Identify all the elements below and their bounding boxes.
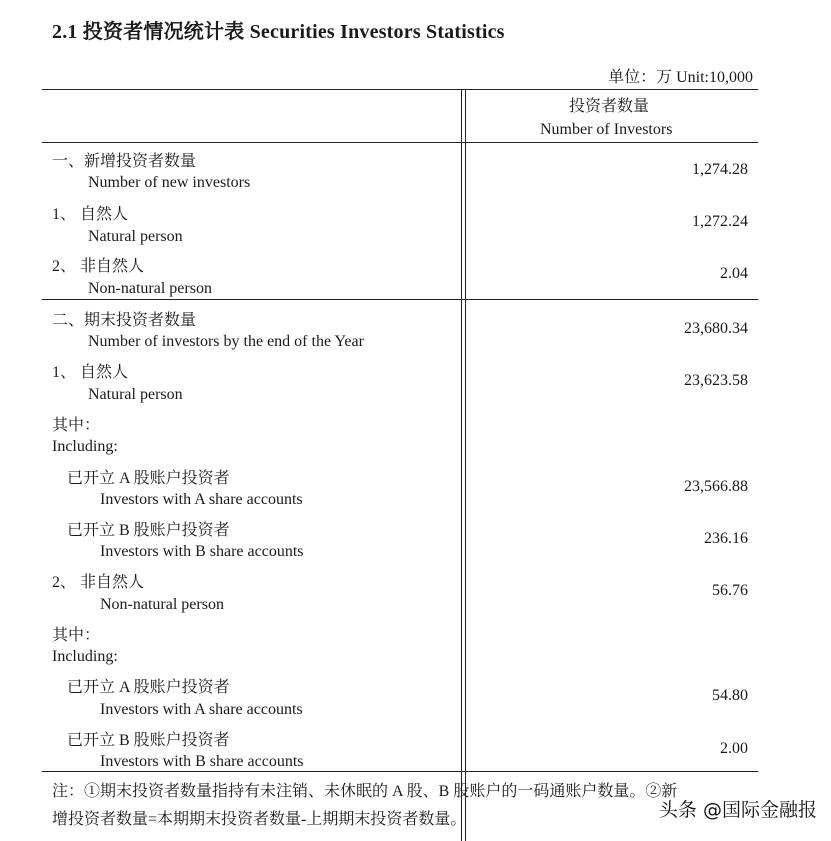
table-bottom-rule xyxy=(42,771,758,772)
row-nonnatural-a-share-value: 54.80 xyxy=(712,687,748,704)
column-divider-2 xyxy=(465,89,466,841)
section-divider xyxy=(42,299,758,300)
row-end-natural-value: 23,623.58 xyxy=(684,372,748,389)
watermark xyxy=(659,795,817,822)
row-natural-b-share-zh: 已开立 B 股账户投资者 xyxy=(67,522,230,539)
row-natural-a-share-zh: 已开立 A 股账户投资者 xyxy=(67,470,230,487)
including-zh: 其中： xyxy=(52,417,101,434)
row-natural-b-share-value: 236.16 xyxy=(704,530,748,547)
row-nonnatural-b-share-value: 2.00 xyxy=(720,740,748,757)
row-nonnatural-a-share-zh: 已开立 A 股账户投资者 xyxy=(67,679,230,696)
row-new-natural-en: Natural person xyxy=(88,228,183,245)
row-new-nonnatural-value: 2.04 xyxy=(720,265,748,282)
column-header-en: Number of Investors xyxy=(540,121,673,138)
row-new-natural-zh: 1、 自然人 xyxy=(52,206,129,223)
row-end-investors-value: 23,680.34 xyxy=(684,320,748,337)
row-end-natural-en: Natural person xyxy=(88,386,183,403)
row-new-investors-value: 1,274.28 xyxy=(692,161,748,178)
row-end-nonnatural-zh: 2、 非自然人 xyxy=(52,574,145,591)
row-natural-a-share-en: Investors with A share accounts xyxy=(100,491,303,508)
row-nonnatural-b-share-zh: 已开立 B 股账户投资者 xyxy=(67,732,230,749)
column-header-zh: 投资者数量 xyxy=(569,98,650,115)
row-natural-a-share-value: 23,566.88 xyxy=(684,478,748,495)
row-end-natural-zh: 1、 自然人 xyxy=(52,364,129,381)
row-end-nonnatural-en: Non-natural person xyxy=(100,596,224,613)
table-top-rule xyxy=(42,89,758,90)
row-new-investors-en: Number of new investors xyxy=(88,174,251,191)
row-end-investors-zh: 二、期末投资者数量 xyxy=(52,312,197,329)
including-en: Including: xyxy=(52,438,118,455)
row-new-natural-value: 1,272.24 xyxy=(692,213,748,230)
column-divider xyxy=(461,89,462,841)
row-natural-b-share-en: Investors with B share accounts xyxy=(100,543,304,560)
header-bottom-rule xyxy=(42,142,758,143)
including-zh-2: 其中： xyxy=(52,627,101,644)
footnote-line-2: 增投资者数量=本期期末投资者数量-上期期末投资者数量。 xyxy=(52,811,467,828)
row-nonnatural-b-share-en: Investors with B share accounts xyxy=(100,753,304,770)
footnote-line-1: 注：①期末投资者数量指持有未注销、未休眠的 A 股、B 股账户的一码通账户数量。②新 xyxy=(52,783,678,800)
row-new-nonnatural-en: Non-natural person xyxy=(88,280,212,297)
row-end-investors-en: Number of investors by the end of the Year xyxy=(88,333,364,350)
page-title: 2.1 投资者情况统计表 Securities Investors Statistics xyxy=(52,21,505,43)
row-end-nonnatural-value: 56.76 xyxy=(712,582,748,599)
watermark-handle: @国际金融报 xyxy=(702,799,817,821)
watermark-source: 头条 xyxy=(658,799,697,821)
row-nonnatural-a-share-en: Investors with A share accounts xyxy=(100,701,303,718)
unit-label: 单位：万 Unit:10,000 xyxy=(608,69,753,86)
row-new-investors-zh: 一、新增投资者数量 xyxy=(52,153,197,170)
row-new-nonnatural-zh: 2、 非自然人 xyxy=(52,258,145,275)
including-en-2: Including: xyxy=(52,648,118,665)
